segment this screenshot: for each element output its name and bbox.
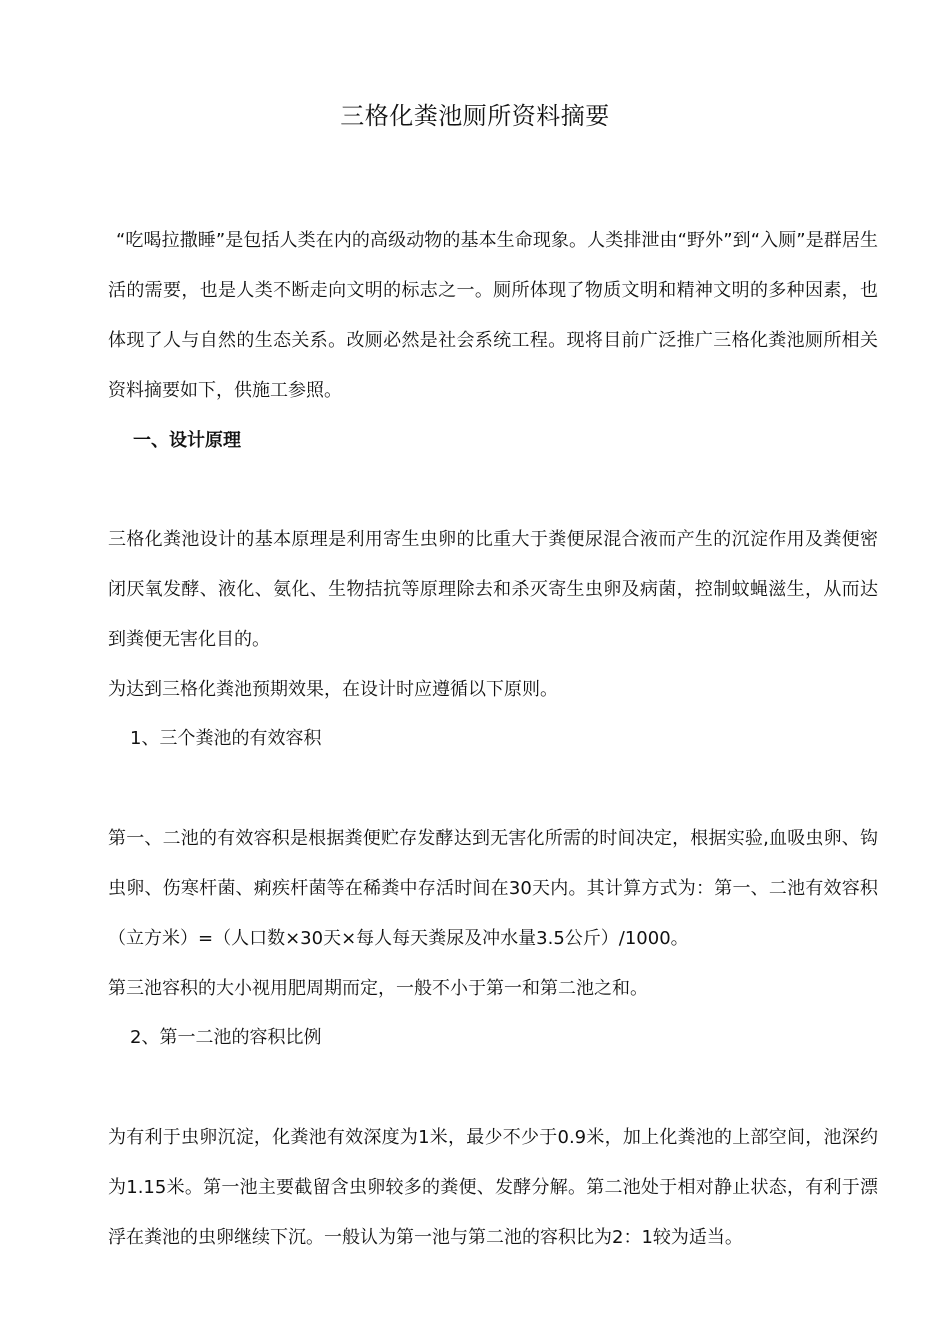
subheading-volume-ratio: 2、第一二池的容积比例 bbox=[130, 1027, 322, 1048]
third-pool-volume-paragraph: 第三池容积的大小视用肥周期而定，一般不小于第一和第二池之和。 bbox=[108, 978, 648, 999]
intro-paragraph: “吃喝拉撒睡”是包括人类在内的高级动物的基本生命现象。人类排泄由“野外”到“入厕”是群居生活的需要，也是人类不断走向文明的标志之一。厕所体现了物质文明和精神文明的多种因素，也体现了人与自然的生态关系。改厕必然是社会系统工程。现将目前广泛推广三格化粪池厕所相关资料摘要如下，供施工参照。 bbox=[108, 230, 878, 401]
section-heading-design-principle: 一、设计原理 bbox=[133, 430, 241, 451]
design-principle-paragraph: 三格化粪池设计的基本原理是利用寄生虫卵的比重大于粪便尿混合液而产生的沉淀作用及粪便密闭厌氧发酵、液化、氨化、生物拮抗等原理除去和杀灭寄生虫卵及病菌，控制蚊蝇滋生，从而达到粪便无害化目的。 bbox=[108, 529, 878, 650]
document-title: 三格化粪池厕所资料摘要 bbox=[340, 102, 610, 130]
volume-ratio-paragraph: 为有利于虫卵沉淀，化粪池有效深度为1米，最少不少于0.9米，加上化粪池的上部空间，池深约为1.15米。第一池主要截留含虫卵较多的粪便、发酵分解。第二池处于相对静止状态，有利于漂浮在粪池的虫卵继续下沉。一般认为第一池与第二池的容积比为2：1较为适当。 bbox=[108, 1127, 878, 1248]
subheading-effective-volume: 1、三个粪池的有效容积 bbox=[130, 728, 322, 749]
design-rules-intro-paragraph: 为达到三格化粪池预期效果，在设计时应遵循以下原则。 bbox=[108, 679, 558, 700]
effective-volume-paragraph: 第一、二池的有效容积是根据粪便贮存发酵达到无害化所需的时间决定，根据实验,血吸虫卵、钩虫卵、伤寒杆菌、痢疾杆菌等在稀粪中存活时间在30天内。其计算方式为：第一、二池有效容积（立方米）=（人口数×30天×每人每天粪尿及冲水量3.5公斤）/1000。 bbox=[108, 828, 878, 949]
